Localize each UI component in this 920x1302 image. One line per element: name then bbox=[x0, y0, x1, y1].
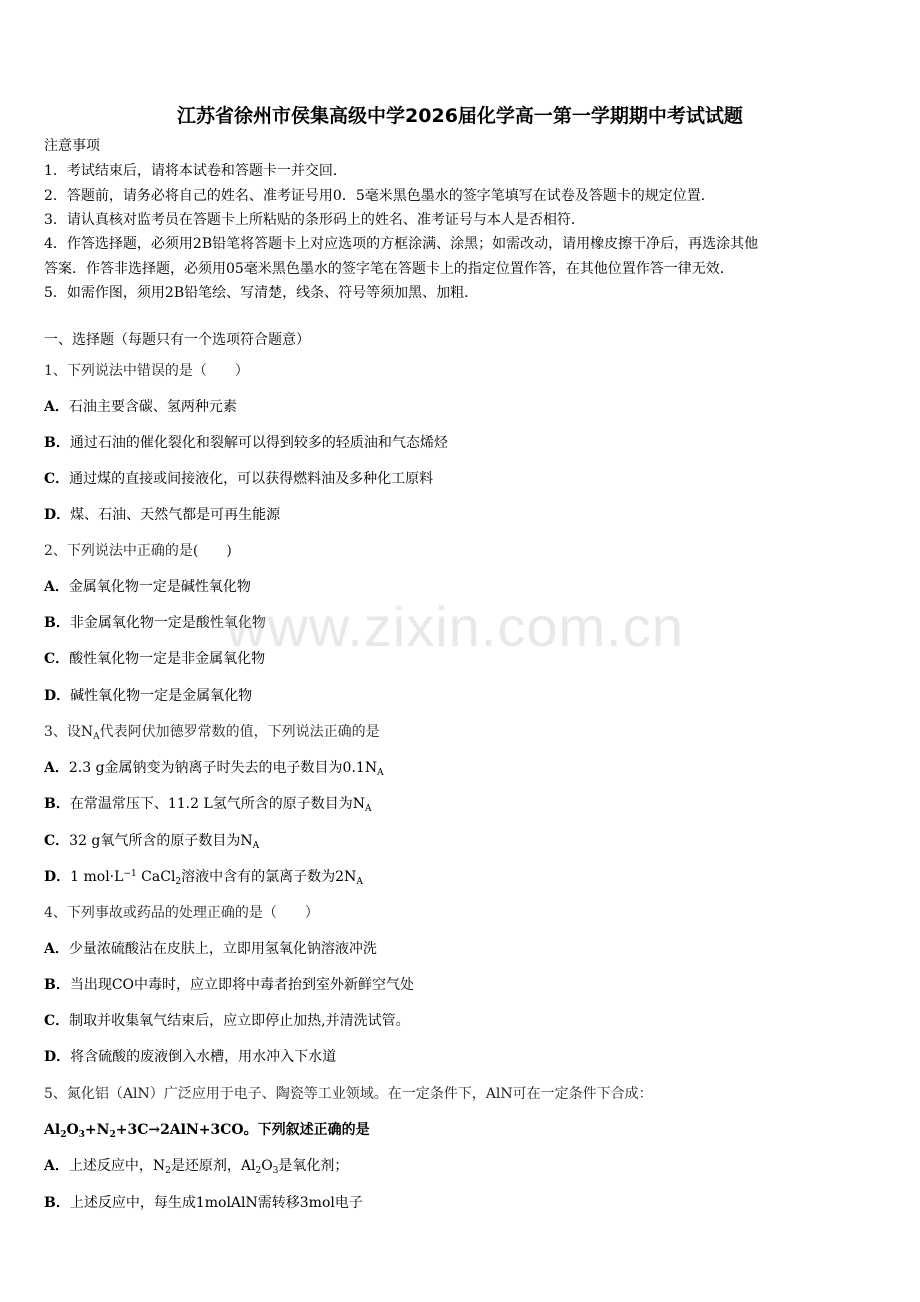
option-d: D．将含硫酸的废液倒入水槽，用水冲入下水道 bbox=[44, 1049, 337, 1065]
note-item: 5．如需作图，须用2B铅笔绘、写清楚，线条、符号等须加黑、加粗． bbox=[44, 285, 479, 301]
option-a: A．上述反应中，$N_2$是还原剂，$Al_2O_3$是氧化剂； bbox=[44, 1158, 349, 1176]
question-stem: 5、氮化铝（AlN）广泛应用于电子、陶瓷等工业领域。在一定条件下，AlN可在一定条件下合成： bbox=[44, 1086, 653, 1102]
note-item: 2．答题前，请务必将自己的姓名、准考证号用0．5毫米黑色墨水的签字笔填写在试卷及答题卡的规定位置． bbox=[44, 188, 715, 204]
question-stem: 4、下列事故或药品的处理正确的是（ ） bbox=[44, 905, 319, 921]
option-d: D．煤、石油、天然气都是可再生能源 bbox=[44, 507, 281, 523]
section-heading: 一、选择题（每题只有一个选项符合题意） bbox=[44, 332, 310, 348]
option-b: B．当出现CO中毒时，应立即将中毒者抬到室外新鲜空气处 bbox=[44, 977, 415, 993]
option-c: C．酸性氧化物一定是非金属氧化物 bbox=[44, 651, 266, 667]
option-b: B．上述反应中，每生成1molAlN需转移3mol电子 bbox=[44, 1195, 363, 1211]
option-d: D．1 $mol\cdot L^{-1}$ CaCl$_2$溶液中含有的氯离子数为$2N_A$ bbox=[44, 869, 363, 887]
question-stem: 1、下列说法中错误的是（ ） bbox=[44, 363, 249, 379]
option-c: C．32 g氧气所含的原子数目为$N_A$ bbox=[44, 833, 260, 851]
option-b: B．在常温常压下、11.2 L氢气所含的原子数目为$N_A$ bbox=[44, 796, 372, 814]
reaction-equation: $Al_2O_3+N_2+3C\to 2AlN+3CO$。下列叙述正确的是 bbox=[44, 1122, 370, 1140]
note-item: 3．请认真核对监考员在答题卡上所粘贴的条形码上的姓名、准考证号与本人是否相符． bbox=[44, 212, 585, 228]
option-b: B．通过石油的催化裂化和裂解可以得到较多的轻质油和气态烯烃 bbox=[44, 435, 448, 451]
option-c: C．通过煤的直接或间接液化，可以获得燃料油及多种化工原料 bbox=[44, 471, 434, 487]
option-b: B．非金属氧化物一定是酸性氧化物 bbox=[44, 615, 266, 631]
option-a: A．少量浓硫酸沾在皮肤上，立即用氢氧化钠溶液冲洗 bbox=[44, 941, 377, 957]
option-a: A．石油主要含碳、氢两种元素 bbox=[44, 399, 237, 415]
notes-heading: 注意事项 bbox=[44, 138, 100, 154]
option-a: A．2.3 g金属钠变为钠离子时失去的电子数目为$0.1N_A$ bbox=[44, 760, 384, 778]
note-item: 1．考试结束后，请将本试卷和答题卡一并交回． bbox=[44, 163, 347, 179]
option-d: D．碱性氧化物一定是金属氧化物 bbox=[44, 688, 253, 704]
note-item: 4．作答选择题，必须用2B铅笔将答题卡上对应选项的方框涂满、涂黑；如需改动，请用橡皮擦干净后，再选涂其他 bbox=[44, 236, 759, 252]
page-title: 江苏省徐州市侯集高级中学2026届化学高一第一学期期中考试试题 bbox=[177, 105, 743, 127]
question-stem: 2、下列说法中正确的是( ) bbox=[44, 543, 232, 559]
option-c: C．制取并收集氧气结束后，应立即停止加热,并清洗试管。 bbox=[44, 1013, 410, 1029]
watermark: www.zixin.com.cn bbox=[226, 595, 684, 658]
option-a: A．金属氧化物一定是碱性氧化物 bbox=[44, 579, 251, 595]
question-stem: 3、设$N_A$代表阿伏加德罗常数的值，下列说法正确的是 bbox=[44, 724, 380, 742]
note-item: 答案．作答非选择题，必须用05毫米黑色墨水的签字笔在答题卡上的指定位置作答，在其他位置作答一律无效． bbox=[44, 261, 734, 277]
